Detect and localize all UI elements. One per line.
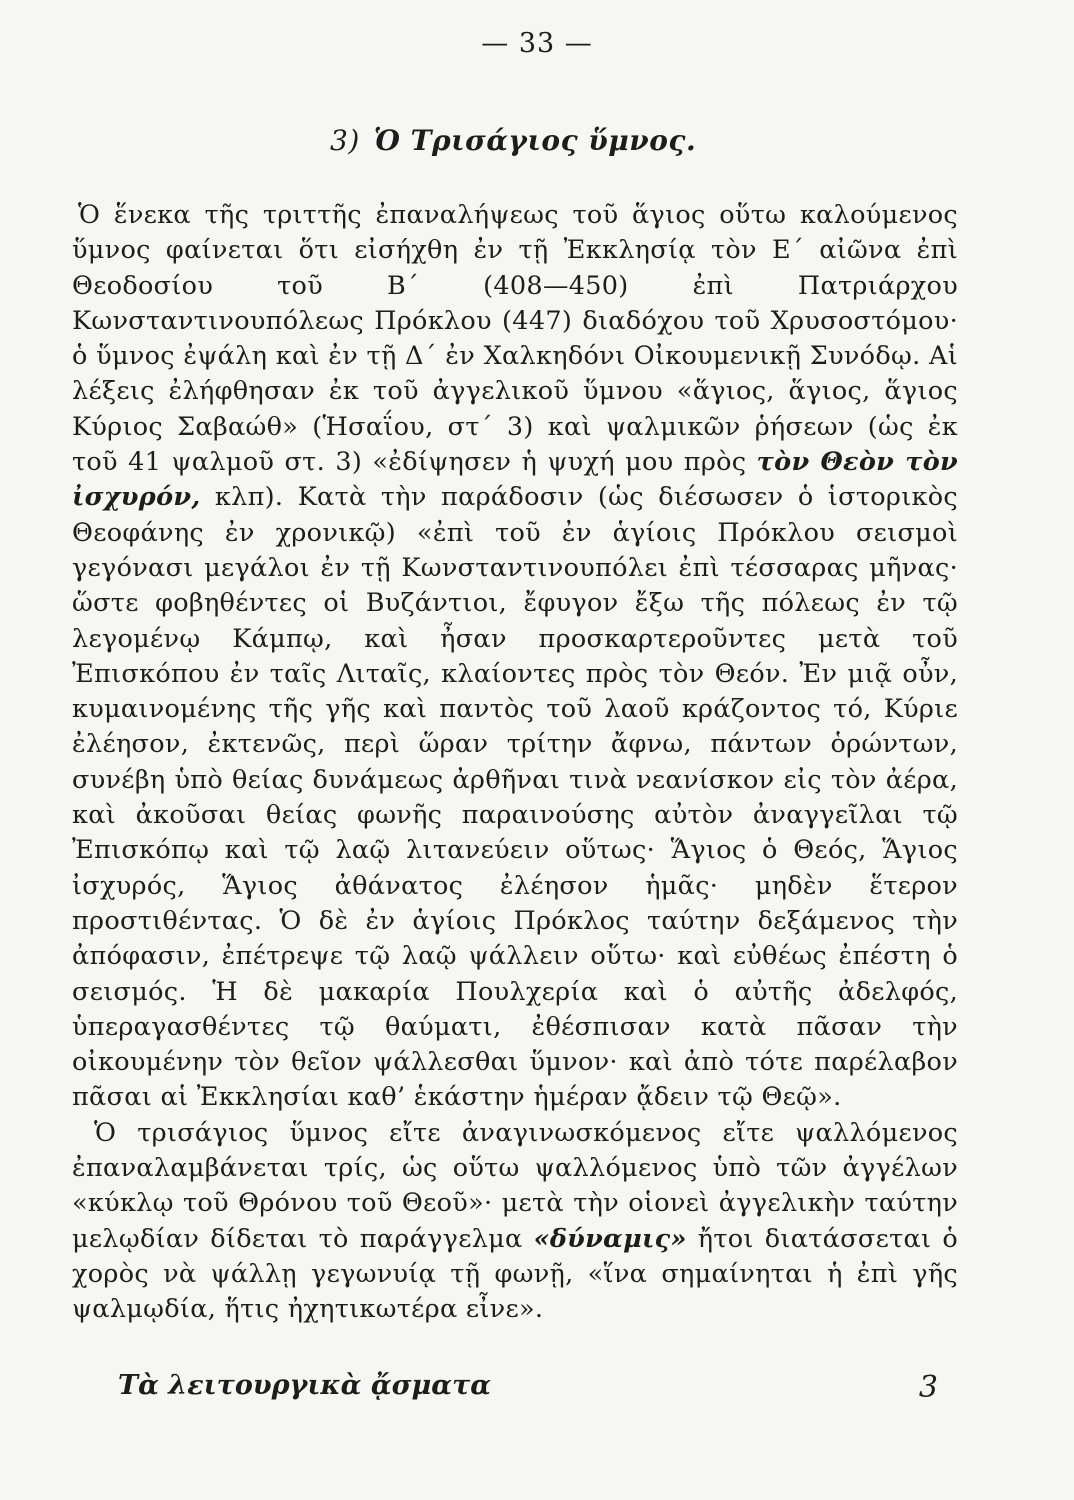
section-title: Ὁ Τρισάγιος ὕμνος. (373, 124, 697, 157)
paragraph-1 (72, 198, 958, 1116)
body-text (72, 198, 958, 1328)
section-heading (330, 124, 830, 157)
page-number: — 33 — (481, 28, 593, 59)
paragraph-2 (72, 1116, 958, 1328)
paragraph-2-text-b: ἤτοι διατάσσεται ὁ χορὸς νὰ ψάλλῃ γεγωνυίᾳ τῇ φωνῇ, «ἵνα σημαίνηται ἡ ἐπὶ γῆς ψαλμῳδία, ἥτις ἠχητικωτέρα εἶνε». (72, 1223, 959, 1325)
section-number: 3) (330, 124, 360, 157)
paragraph-1-text-b: κλπ). Κατὰ τὴν παράδοσιν (ὡς διέσωσεν ὁ ἱστορικὸς Θεοφάνης ἐν χρονικῷ) «ἐπὶ τοῦ ἐν ἁγίοις Πρόκλου σεισμοὶ γεγόνασι μεγάλοι ἐν τῇ Κωνσταντινουπόλει ἐπὶ τέσσαρας μῆνας· ὥστε φοβηθέντες οἱ Βυζάντιοι, ἔφυγον ἔξω τῆς πόλεως ἐν τῷ λεγομένῳ Κάμπῳ, καὶ ἦσαν προσκαρτεροῦντες μετὰ τοῦ Ἐπισκόπου ἐν ταῖς Λιταῖς, κλαίοντες πρὸς τὸν Θεόν. Ἐν μιᾷ οὖν, κυμαινομένης τῆς γῆς καὶ παντὸς τοῦ λαοῦ κράζοντος τό, Κύριε ἐλέησον, ἐκτενῶς, περὶ ὥραν τρίτην ἄφνω, πάντων ὁρώντων, συνέβη ὑπὸ θείας δυνάμεως ἀρθῆναι τινὰ νεανίσκον εἰς τὸν ἀέρα, καὶ ἀκοῦσαι θείας φωνῆς παραινούσης αὐτὸν ἀναγγεῖλαι τῷ Ἐπισκόπῳ καὶ τῷ λαῷ λιτανεύειν οὕτως· Ἅγιος ὁ Θεός, Ἅγιος ἰσχυρός, Ἅγιος ἀθάνατος ἐλέησον ἡμᾶς· μηδὲν ἕτερον προστιθέντας. Ὁ δὲ ἐν ἁγίοις Πρόκλος ταύτην δεξάμενος τὴν ἀπόφασιν, ἐπέτρεψε τῷ λαῷ ψάλλειν οὕτω· καὶ εὐθέως ἐπέστη ὁ σεισμός. Ἡ δὲ μακαρία Πουλχερία καὶ ὁ αὐτῆς ἀδελφός, ὑπεραγασθέντες τῷ θαύματι, ἐθέσπισαν κατὰ πᾶσαν τὴν οἰκουμένην τὸν θεῖον ψάλλεσθαι ὕμνον· καὶ ἀπὸ τότε παρέλαβον πᾶσαι αἱ Ἐκκλησίαι καθ’ ἑκάστην ἡμέραν ᾄδειν τῷ Θεῷ». (72, 482, 958, 1113)
book-title: Τὰ λειτουργικὰ ᾄσματα (118, 1370, 492, 1401)
paragraph-1-emphasis: τὸν Θεὸν τὸν ἰσχυρόν, (72, 447, 958, 513)
page-footer (118, 1370, 938, 1405)
signature-mark: 3 (918, 1370, 938, 1405)
paragraph-2-emphasis: «δύναμις» (533, 1223, 687, 1254)
paragraph-1-text-a: Ὁ ἕνεκα τῆς τριττῆς ἐπαναλήψεως τοῦ ἅγιος οὕτω καλούμενος ὕμνος φαίνεται ὅτι εἰσήχθη ἐν τῇ Ἐκκλησίᾳ τὸν Ε΄ αἰῶνα ἐπὶ Θεοδοσίου τοῦ Β΄ (408—450) ἐπὶ Πατριάρχου Κωνσταντινουπόλεως Πρόκλου (447) διαδόχου τοῦ Χρυσοστόμου· ὁ ὕμνος ἐψάλη καὶ ἐν τῇ Δ΄ ἐν Χαλκηδόνι Οἰκουμενικῇ Συνόδῳ. Αἱ λέξεις ἐλήφθησαν ἐκ τοῦ ἀγγελικοῦ ὕμνου «ἅγιος, ἅγιος, ἅγιος Κύριος Σαβαώθ» (Ἡσαΐου, στ΄ 3) καὶ ψαλμικῶν ῥήσεων (ὡς ἐκ τοῦ 41 ψαλμοῦ στ. 3) «ἐδίψησεν ἡ ψυχή μου πρὸς (72, 200, 958, 478)
paragraph-2-text-a: Ὁ τρισάγιος ὕμνος εἴτε ἀναγινωσκόμενος εἴτε ψαλλόμενος ἐπαναλαμβάνεται τρίς, ὡς οὕτω ψαλλόμενος ὑπὸ τῶν ἀγγέλων «κύκλῳ τοῦ Θρόνου τοῦ Θεοῦ»· μετὰ τὴν οἱονεὶ ἀγγελικὴν ταύτην μελῳδίαν δίδεται τὸ παράγγελμα (72, 1117, 958, 1254)
